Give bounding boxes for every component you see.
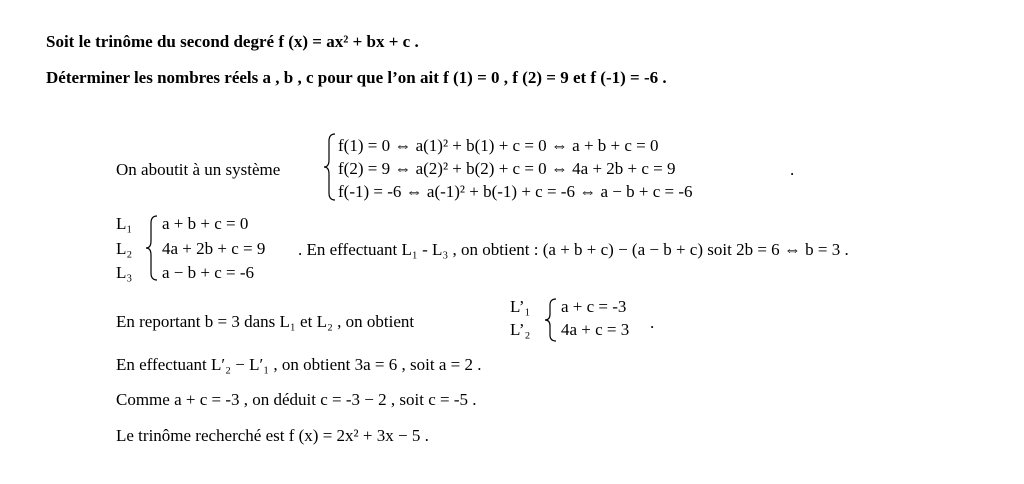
conclusion-line-1: En effectuant L′₂ − L′₁ , on obtient 3a = 6 , soit a = 2 . xyxy=(116,355,482,374)
report-brace xyxy=(543,297,559,343)
statement-line-2: Déterminer les nombres réels a , b , c pour que l’on ait f (1) = 0 , f (2) = 9 et f (-1) = -6 . xyxy=(46,68,667,87)
system-end-period: . xyxy=(790,160,795,179)
conclusion-line-2: Comme a + c = -3 , on déduit c = -3 − 2 , soit c = -5 . xyxy=(116,390,477,409)
label-l2: L₂ xyxy=(116,239,133,258)
labeled-brace xyxy=(144,214,160,282)
label-l3: L₃ xyxy=(116,263,133,282)
report-end-period: . xyxy=(650,313,655,332)
conclusion-line-3: Le trinôme recherché est f (x) = 2x² + 3x − 5 . xyxy=(116,426,429,445)
system-line-2: f(2) = 9 ⇔ a(2)² + b(2) + c = 0 ⇔ 4a + 2b + c = 9 xyxy=(338,159,676,178)
label-l1: L₁ xyxy=(116,214,133,233)
report-eq-1: a + c = -3 xyxy=(561,297,627,316)
system-brace xyxy=(322,132,338,202)
system-line-3: f(-1) = -6 ⇔ a(-1)² + b(-1) + c = -6 ⇔ a − b + c = -6 xyxy=(338,182,693,201)
report-text: En reportant b = 3 dans L₁ et L₂ , on obtient xyxy=(116,312,415,331)
labeled-eq-3: a − b + c = -6 xyxy=(162,263,255,282)
labeled-eq-2: 4a + 2b + c = 9 xyxy=(162,239,266,258)
system-intro: On aboutit à un système xyxy=(116,160,281,179)
statement-line-1: Soit le trinôme du second degré f (x) = ax² + bx + c . xyxy=(46,32,419,51)
labeled-operation: . En effectuant L₁ - L₃ , on obtient : (a + b + c) − (a − b + c) soit 2b = 6 ⇔ b = 3 . xyxy=(298,240,849,259)
system-line-1: f(1) = 0 ⇔ a(1)² + b(1) + c = 0 ⇔ a + b + c = 0 xyxy=(338,136,659,155)
report-label-2: L’₂ xyxy=(510,320,531,339)
report-eq-2: 4a + c = 3 xyxy=(561,320,630,339)
report-label-1: L’₁ xyxy=(510,297,531,316)
labeled-eq-1: a + b + c = 0 xyxy=(162,214,249,233)
